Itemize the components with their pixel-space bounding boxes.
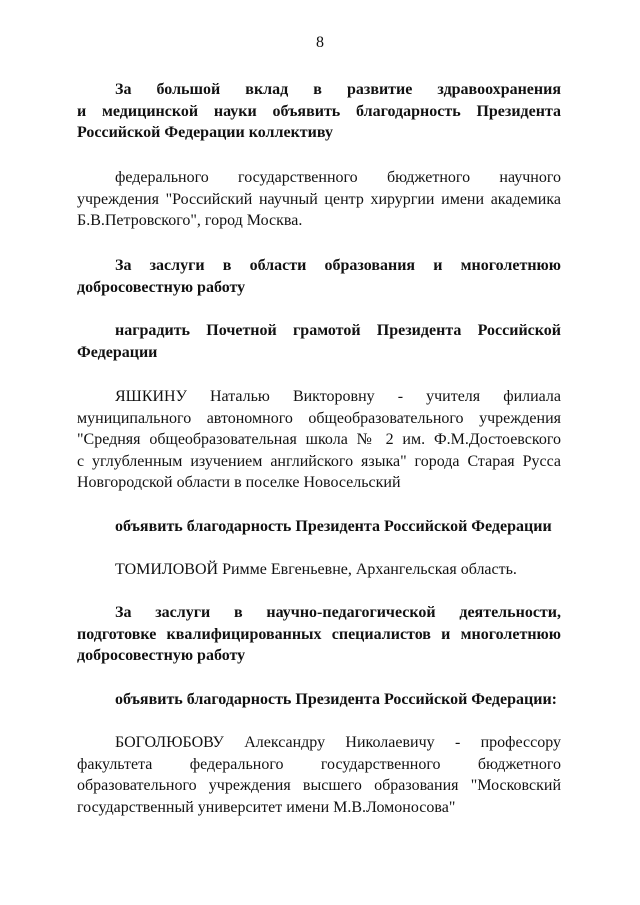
recipient-bogolyubov bbox=[77, 732, 561, 818]
recipient-collective bbox=[77, 167, 561, 232]
paragraph-line: факультета федерального государственного бюджетного bbox=[77, 755, 561, 773]
award-heading-education bbox=[77, 255, 561, 298]
paragraph-line: федерального государственного бюджетного научного bbox=[115, 169, 561, 186]
paragraph-line: объявить благодарность Президента Российской Федерации: bbox=[115, 691, 557, 708]
paragraph-line: ЯШКИНУ Наталью Викторовну - учителя филиала bbox=[115, 388, 561, 405]
paragraph-line: объявить благодарность Президента Российской Федерации bbox=[115, 518, 552, 535]
paragraph-line: Новгородской области в поселке Новосельский bbox=[77, 474, 401, 491]
paragraph-line: образовательного учреждения высшего образования "Московский bbox=[77, 777, 561, 794]
paragraph-line: За большой вклад в развитие здравоохранения bbox=[115, 81, 561, 98]
paragraph-line: Б.В.Петровского", город Москва. bbox=[77, 212, 303, 229]
recipient-yashkina bbox=[77, 386, 561, 494]
paragraph-line: "Средняя общеобразовательная школа № 2 им. Ф.М.Достоевского bbox=[77, 431, 561, 448]
paragraph-line: Российской Федерации коллективу bbox=[77, 124, 333, 141]
award-type-certificate bbox=[77, 320, 561, 363]
paragraph-line: ТОМИЛОВОЙ Римме Евгеньевне, Архангельская область. bbox=[115, 561, 517, 578]
award-type-gratitude-2 bbox=[77, 689, 561, 711]
recipient-tomilova bbox=[77, 559, 561, 581]
paragraph-line: государственный университет имени М.В.Ломоносова" bbox=[77, 798, 456, 816]
award-type-gratitude bbox=[77, 516, 561, 538]
paragraph-line: муниципального автономного общеобразовательного учреждения bbox=[77, 409, 561, 427]
paragraph-line: с углубленным изучением английского языка" города Старая Русса bbox=[77, 452, 561, 470]
paragraph-line: подготовке квалифицированных специалистов и многолетнюю bbox=[77, 625, 561, 643]
paragraph-line: учреждения "Российский научный центр хирургии имени академика bbox=[77, 190, 561, 208]
award-heading-healthcare bbox=[77, 79, 561, 144]
paragraph-line: Федерации bbox=[77, 343, 158, 361]
paragraph-line: и медицинской науки объявить благодарность Президента bbox=[77, 102, 561, 120]
page-number: 8 bbox=[316, 34, 324, 51]
paragraph-line: За заслуги в научно-педагогической деятельности, bbox=[115, 604, 561, 621]
award-heading-science-pedagogy bbox=[77, 602, 561, 667]
paragraph-line: наградить Почетной грамотой Президента Российской bbox=[115, 322, 561, 339]
paragraph-line: добросовестную работу bbox=[77, 647, 246, 664]
paragraph-line: За заслуги в области образования и многолетнюю bbox=[115, 257, 561, 274]
paragraph-line: БОГОЛЮБОВУ Александру Николаевичу - профессору bbox=[115, 734, 561, 751]
paragraph-line: добросовестную работу bbox=[77, 278, 246, 296]
